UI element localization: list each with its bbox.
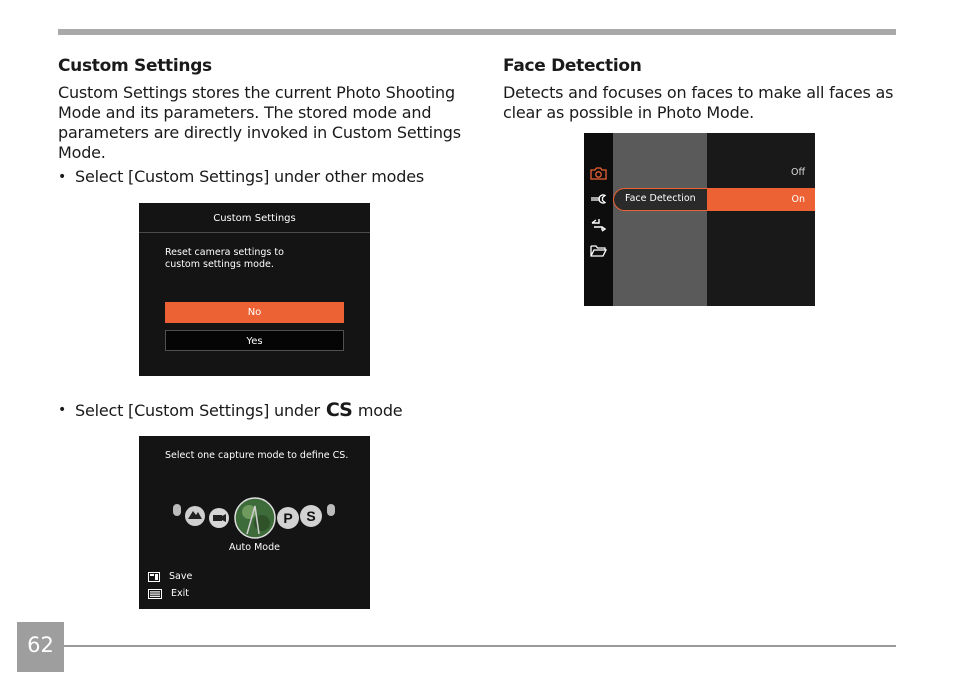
exit-label: Exit [171,588,189,599]
camera-icon[interactable] [590,166,607,180]
top-rule [58,29,896,35]
paragraph-line: Mode and its parameters. The stored mode and [58,103,432,122]
cs-mode-logo: CS [325,399,352,421]
paragraph-line: clear as possible in Photo Mode. [503,103,755,122]
movie-mode-icon[interactable] [209,508,229,528]
value-off-option[interactable]: Off [790,167,805,178]
page-number: 62 [17,622,64,672]
wrench-icon[interactable] [590,193,607,205]
mode-wheel[interactable] [169,496,339,540]
set-button-icon [148,572,160,582]
scene-mode-icon[interactable] [185,506,205,526]
face-detection-description [503,83,903,123]
menu-category-column [584,133,613,306]
face-detection-menu-item[interactable]: Face Detection [613,188,707,211]
paragraph-line: Mode. [58,143,106,162]
shutter-mode-icon[interactable] [300,505,322,527]
bullet-dot: • [58,168,67,185]
paragraph-line: Custom Settings stores the current Photo Shooting [58,83,455,102]
paragraph-line: Detects and focuses on faces to make all faces as [503,83,894,102]
bullet-cs-mode [58,399,402,421]
menu-values-column [707,133,815,306]
capture-mode-prompt: Select one capture mode to define CS. [165,450,349,461]
bottom-rule [64,645,896,647]
no-button[interactable]: No [165,302,344,323]
wheel-end-marker [327,504,335,516]
capture-mode-screen [139,436,370,609]
dialog-title: Custom Settings [139,203,370,233]
bullet-text-end: mode [357,400,403,420]
yes-button[interactable]: Yes [165,330,344,351]
custom-settings-description [58,83,468,163]
custom-settings-heading: Custom Settings [58,56,212,76]
program-mode-icon[interactable] [277,507,299,529]
wheel-letter-p: P [283,510,293,526]
face-detection-heading: Face Detection [503,56,642,76]
menu-button-icon [148,589,162,599]
save-row[interactable] [148,571,192,582]
wheel-end-marker [173,504,181,516]
bullet-text: Select [Custom Settings] under other modes [75,167,424,186]
menu-items-column [613,133,707,306]
message-line: custom settings mode. [165,259,274,270]
bullet-text: Select [Custom Settings] under [75,400,320,420]
value-on-option[interactable]: On [791,194,805,205]
wheel-letter-s: S [306,508,316,524]
message-line: Reset camera settings to [165,247,284,258]
save-label: Save [169,571,193,582]
custom-settings-dialog-screen [139,203,370,376]
bullet-dot: • [58,402,67,418]
selected-mode-name: Auto Mode [229,542,280,553]
transfer-icon[interactable] [590,218,607,232]
face-detection-menu-screen [584,133,815,306]
auto-mode-photo-icon[interactable] [235,498,275,538]
bullet-other-modes [58,167,424,186]
exit-row[interactable] [148,588,189,599]
folder-icon[interactable] [590,245,607,257]
dialog-message [165,247,325,271]
paragraph-line: parameters are directly invoked in Custom Settings [58,123,461,142]
